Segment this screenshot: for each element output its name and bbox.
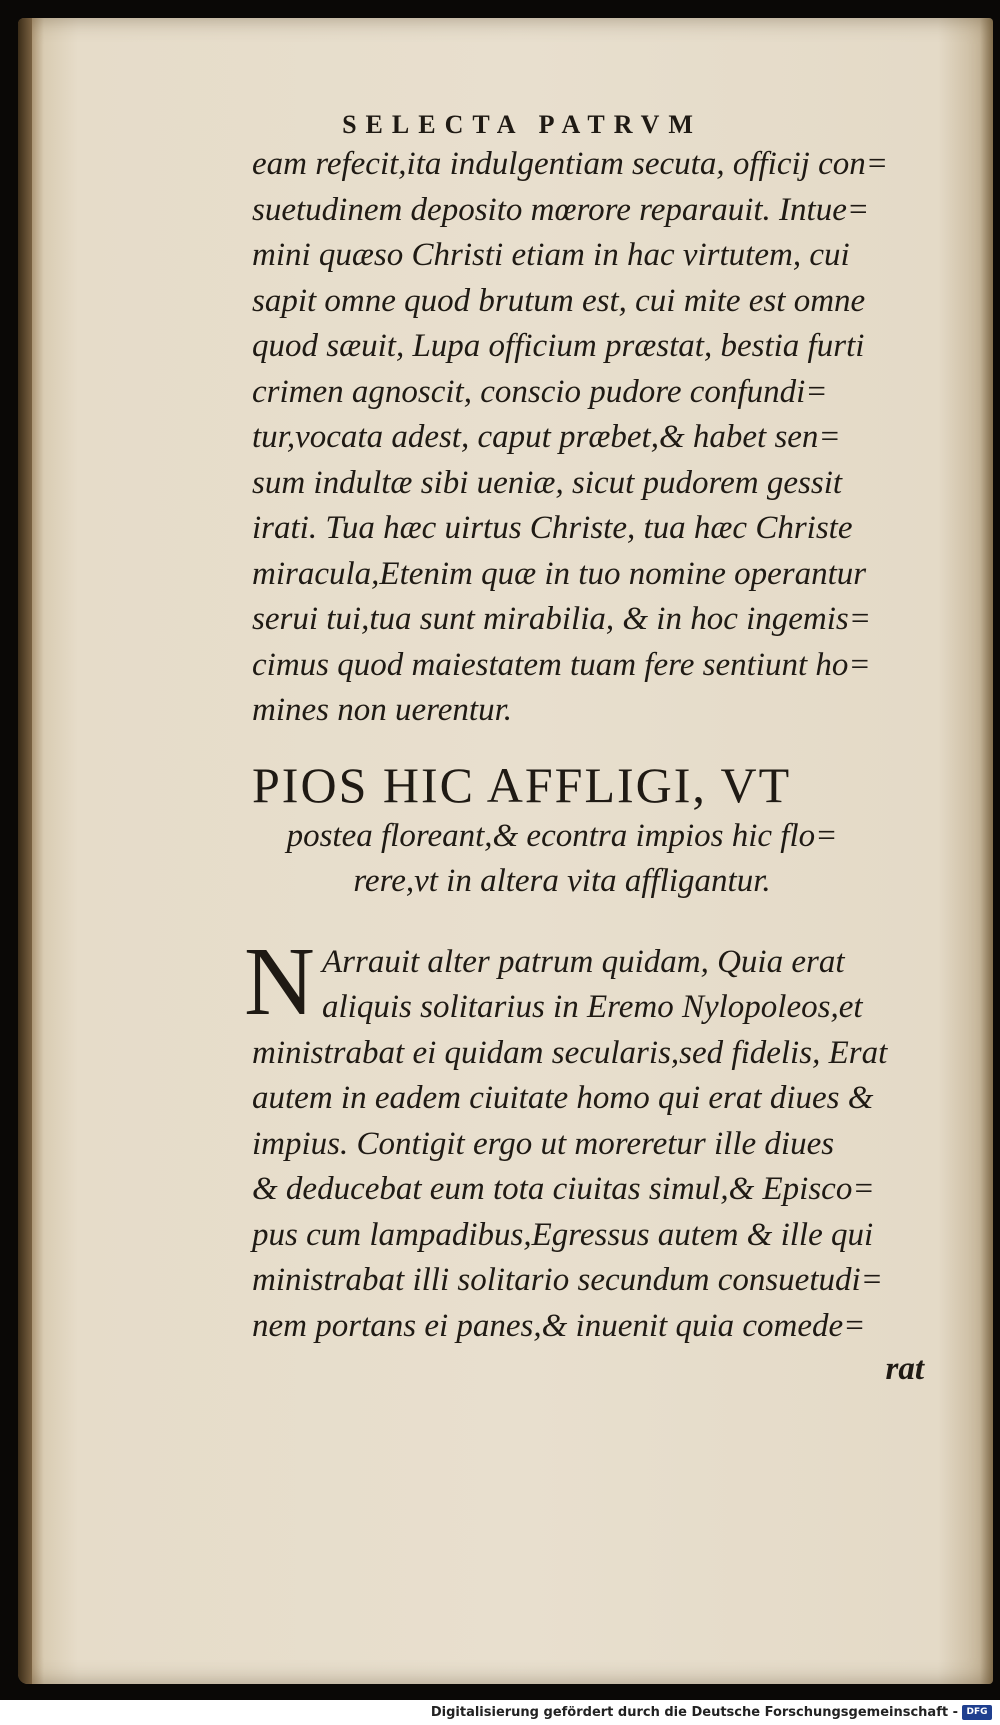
paragraph-1 [252,142,952,734]
text-line: eam refecit,ita indulgentiam secuta, officij con= [252,146,888,182]
text-line: mini quæso Christi etiam in hac virtutem, cui [252,237,850,273]
dfg-logo: DFG [962,1705,992,1720]
text-line: sapit omne quod brutum est, cui mite est omne [252,282,866,319]
footer-bar [0,1700,1000,1725]
text-line: cimus quod maiestatem tuam fere sentiunt ho= [252,646,871,683]
text-line: autem in eadem ciuitate homo qui erat diues & [252,1080,874,1116]
running-head: SELECTA PATRVM [342,110,702,139]
text-line: ministrabat ei quidam secularis,sed fidelis, Erat [252,1034,888,1071]
text-line: sum indultæ sibi ueniæ, sicut pudorem gessit [252,464,843,501]
paragraph-2-text [252,940,952,1350]
text-line: crimen agnoscit, conscio pudore confundi= [252,373,828,410]
text-line: serui tui,tua sunt mirabilia, & in hoc ingemis= [252,601,872,637]
text-line: nem portans ei panes,& inuenit quia comede= [252,1307,866,1344]
drop-cap-initial: N [244,927,315,1036]
text-line: irati. Tua hæc uirtus Christe, tua hæc Christe [252,510,853,546]
page-spine-edge [18,18,32,1684]
text-line: miracula,Etenim quæ in tuo nomine operantur [252,555,867,592]
text-line: Arrauit alter patrum quidam, Quia erat [322,943,845,980]
digitization-credit: Digitalisierung gefördert durch die Deutsche Forschungsgemeinschaft - [430,1705,958,1720]
text-line: tur,vocata adest, caput præbet,& habet sen= [252,419,841,455]
text-line: suetudinem deposito mœrore reparauit. Intue= [252,191,870,228]
text-line: mines non uerentur. [252,692,513,728]
text-block [244,108,972,1389]
section-subheading [252,814,872,904]
text-line: & deducebat eum tota ciuitas simul,& Episco= [252,1171,875,1207]
text-line: quod sæuit, Lupa officium præstat, bestia furti [252,328,865,364]
paragraph-2 [244,927,972,1350]
subheading-line: postea floreant,& econtra impios hic flo= [286,817,838,854]
section-heading: PIOS HIC AFFLIGI, VT [252,756,792,813]
text-line: ministrabat illi solitario secundum consuetudi= [252,1262,883,1298]
text-line: aliquis solitarius in Eremo Nylopoleos,et [322,989,863,1025]
text-line: impius. Contigit ergo ut moreretur ille diues [252,1125,835,1162]
catchword: rat [885,1351,924,1387]
subheading-line: rere,vt in altera vita affligantur. [353,862,771,899]
text-line: pus cum lampadibus,Egressus autem & ille qui [252,1216,874,1253]
